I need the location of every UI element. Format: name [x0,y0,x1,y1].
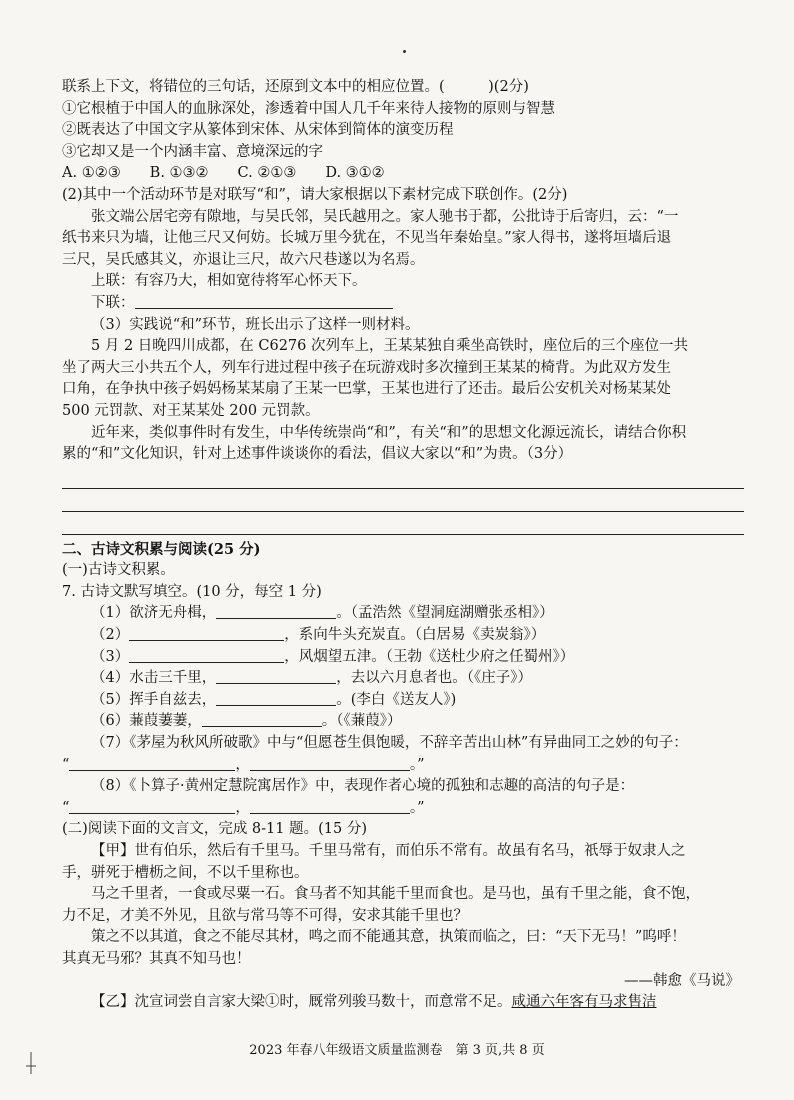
q7-8: （8）《卜算子·黄州定慧院寓居作》中，表现作者心境的孤独和志趣的高洁的句子是： [91,778,635,795]
fill-blank-5[interactable] [216,690,336,706]
jia-line-6: 其真无马邪？其真不知马也！ [62,950,251,967]
xialian-row [62,293,744,315]
binding-mark-icon [26,1052,36,1074]
scan-dot [403,50,406,53]
blank-row-2: （2） ，系向牛头充炭直。（白居易《卖炭翁》） [91,627,546,644]
jia-line-4: 力不足，才美不外见，且欲与常马等不可得，安求其能千里也？ [62,907,468,924]
material-line-1: 5 月 2 日晚四川成都，在 C6276 次列车上，王某某独自乘坐高铁时，座位后的三个座位一共 [91,338,688,355]
sentence-2: ②既表达了中国文字从篆体到宋体、从宋体到简体的演变历程 [62,122,454,139]
section2-title: 二、古诗文积累与阅读(25 分) [62,540,261,558]
jia-line-1: 【甲】世有伯乐，然后有千里马。千里马常有，而伯乐不常有。故虽有名马，祇辱于奴隶人之 [91,843,686,859]
blank-row-5: （5）挥手自兹去， 。(李白《送友人》) [91,691,457,708]
fill-blank-7b[interactable] [250,755,410,771]
q7-7-blanks: “ ， 。” [62,756,425,773]
fill-blank-3[interactable] [129,647,284,663]
q7-8-blanks: “ ， 。” [62,799,425,816]
sub1-title: (一)古诗文积累。 [62,562,175,579]
answer-line-2[interactable] [62,490,744,512]
blank-row-4: （4）水击三千里， ，去以六月息者也。（《庄子》） [91,670,532,687]
answer-line-3[interactable] [62,513,744,535]
fill-blank-8a[interactable] [69,798,235,814]
q2-intro: (2)其中一个活动环节是对联写“和”，请大家根据以下素材完成下联创作。(2分) [62,186,568,203]
jia-line-2: 手，骈死于槽枥之间，不以千里称也。 [62,864,309,881]
q3-intro: （3）实践说“和”环节，班长出示了这样一则材料。 [91,316,420,333]
options: A. ①②③ B. ①③② C. ②①③ D. ③①② [62,165,385,182]
attribution: ——韩愈《马说》 [624,972,740,989]
answer-line-1[interactable] [62,467,744,489]
fill-blank-8b[interactable] [250,798,410,814]
blank-row-1: （1）欲济无舟楫， 。（孟浩然《望洞庭湖赠张丞相》） [91,605,554,622]
material-line-2: 坐了两大三小共五个人，列车行进过程中孩子在玩游戏时多次撞到王某某的椅背。为此双方发生 [62,359,671,376]
sub2-title: (二)阅读下面的文言文，完成 8-11 题。(15 分) [62,821,367,838]
page-content [62,77,744,1014]
fill-blank-4[interactable] [216,668,336,684]
blank-row-6: （6）蒹葭萋萋， 。（《蒹葭》） [91,713,402,730]
story-line-2: 纸书来只为墙，让他三尺又何妨。长城万里今犹在，不见当年秦始皇。”家人得书，遂将垣墙后退 [62,230,672,247]
yi-underlined: 咸通六年客有马求售洁 [511,994,657,1011]
q1-intro: 联系上下文，将错位的三句话，还原到文本中的相应位置。( )(2分) [62,79,529,95]
shanglian: 上联：有容乃大，相如宽待将军心怀天下。 [91,273,367,290]
q7-title: 7. 古诗文默写填空。(10 分，每空 1 分) [62,583,322,600]
sentence-1: ①它根植于中国人的血脉深处，渗透着中国人几千年来待人接物的原则与智慧 [62,100,555,117]
q7-7: （7）《茅屋为秋风所破歌》中与“但愿苍生俱饱暖，不辞辛苦出山林”有异曲同工之妙的句子： [91,735,688,752]
xialian-label: 下联： [91,294,135,311]
blank-row-3: （3） ，风烟望五津。（王勃《送杜少府之任蜀州》） [91,648,575,665]
fill-blank-7a[interactable] [69,755,235,771]
story-line-1: 张文端公居宅旁有隙地，与吴氏邻，吴氏越用之。家人驰书于都，公批诗于后寄归，云：“一 [91,208,679,225]
story-line-3: 三尺，吴氏感其义，亦退让三尺，故六尺巷遂以为名焉。 [62,251,425,268]
fill-blank-2[interactable] [129,625,284,641]
jia-line-5: 策之不以其道，食之不能尽其材，鸣之而不能通其意，执策而临之，曰：“天下无马！”呜呼！ [91,929,686,946]
page-footer: 2023 年春八年级语文质量监测卷 第 3 页,共 8 页 [249,1043,545,1058]
task-line-1: 近年来，类似事件时有发生，中华传统崇尚“和”，有关“和”的思想文化源远流长，请结合你积 [91,424,687,441]
fill-blank-1[interactable] [216,603,336,619]
sentence-3: ③它却又是一个内涵丰富、意境深远的字 [62,143,323,160]
xialian-blank[interactable] [135,293,393,309]
jia-line-3: 马之千里者，一食或尽粟一石。食马者不知其能千里而食也。是马也，虽有千里之能，食不饱， [91,886,700,903]
yi-line-1: 【乙】沈宣词尝自言家大梁①时，厩常列骏马数十，而意常不足。咸通六年客有马求售洁 [91,994,657,1011]
fill-blank-6[interactable] [202,711,322,727]
task-line-2: 累的“和”文化知识，针对上述事件谈谈你的看法，倡议大家以“和”为贵。（3分） [62,446,573,463]
material-line-3: 口角，在争执中孩子妈妈杨某某扇了王某一巴掌，王某也进行了还击。最后公安机关对杨某某处 [62,381,671,398]
material-line-4: 500 元罚款、对王某某处 200 元罚款。 [62,402,320,419]
